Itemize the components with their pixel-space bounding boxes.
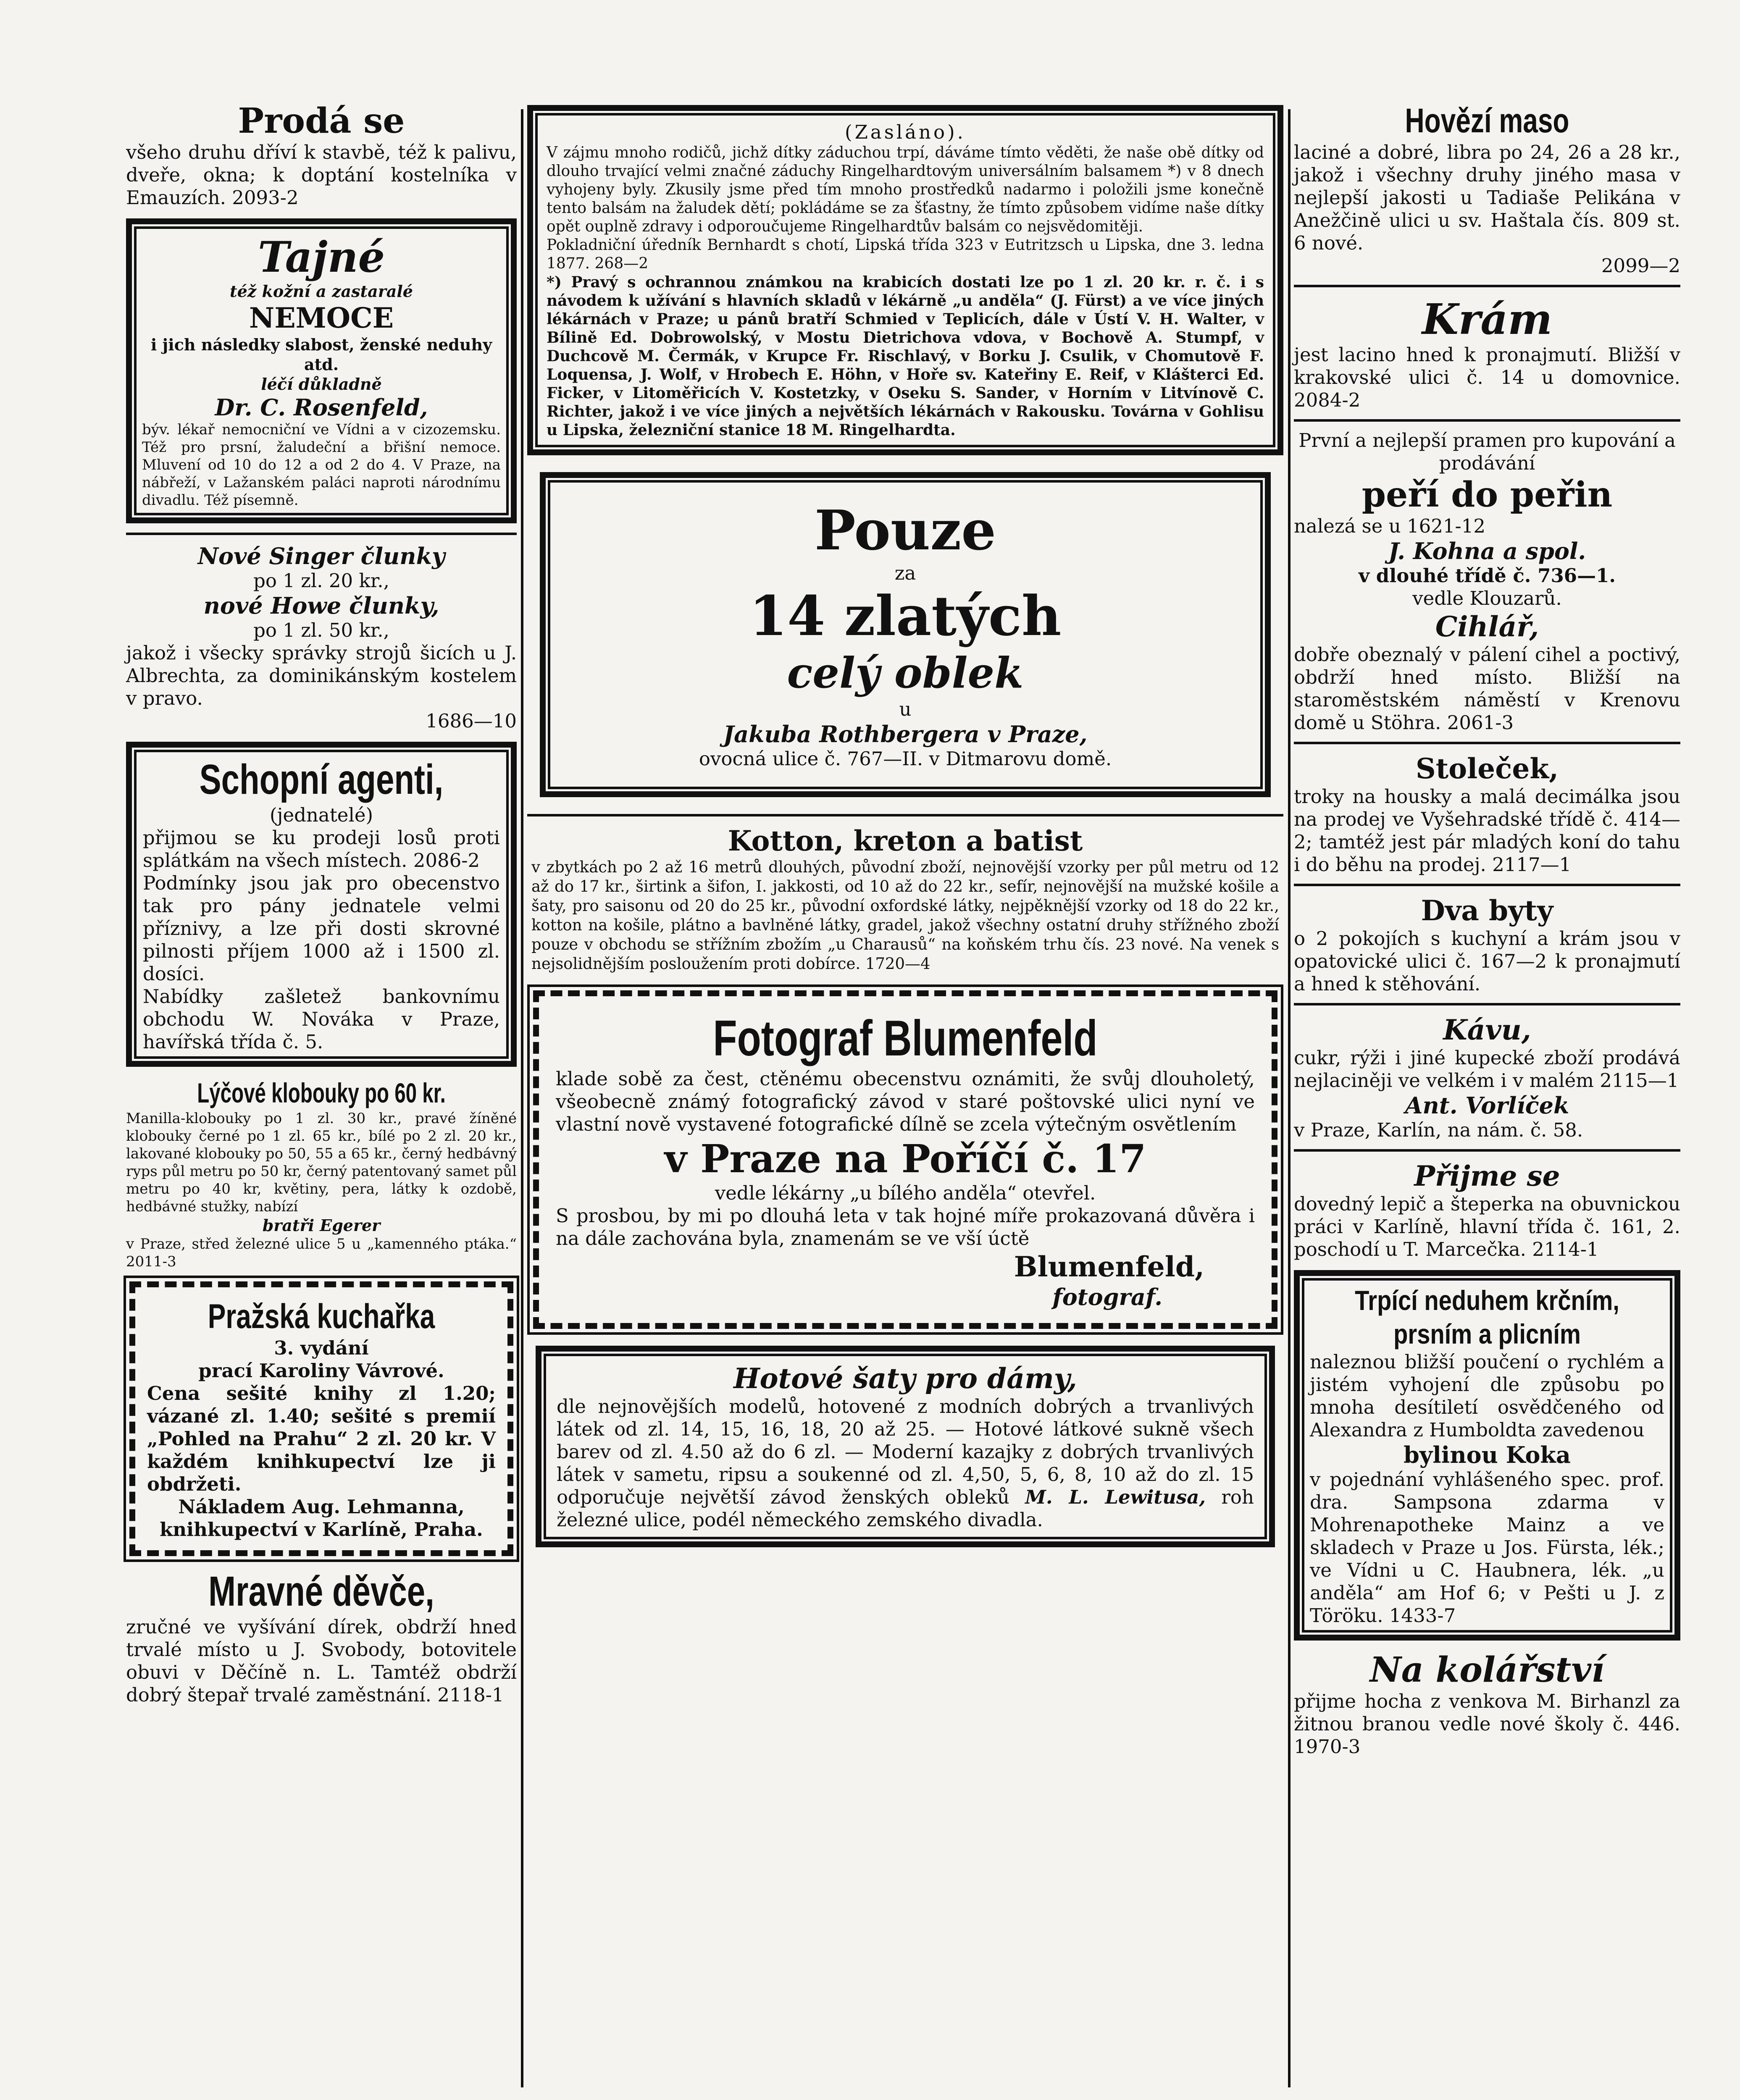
ad-line-4: po 1 zl. 50 kr., bbox=[253, 619, 389, 641]
ad-subtitle: (jednatelé) bbox=[269, 804, 373, 826]
ad-text: o 2 pokojích s kuchyní a krám jsou v opatovické ulici č. 167—2 k pronajmutí a hned k stěhování. bbox=[1294, 927, 1680, 995]
ad-address: v Praze, Karlín, na nám. č. 58. bbox=[1294, 1119, 1583, 1141]
ad-line-1: Nové Singer člunky bbox=[197, 543, 445, 570]
ad-title: Tajné bbox=[258, 232, 385, 282]
ad-item: celý oblek bbox=[787, 648, 1024, 698]
ad-text: Manilla-klobouky po 1 zl. 30 kr., pravé žíněné klobouky černé po 1 zl. 65 kr., bílé po 2 zl. 20 kr., lakované klobouky po 50, 55 a 65 kr., černý hedbávný ryps půl metru po 50 kr, černý patentovaný samet půl metru po 40 kr, květiny, pera, látky k ozdobě, hedbávné stužky, nabízí bbox=[126, 1110, 517, 1215]
ad-klobouky bbox=[126, 1076, 517, 1270]
ad-prijme-se bbox=[1294, 1159, 1680, 1261]
ad-title: Stoleček, bbox=[1415, 752, 1559, 785]
ad-hotove-saty bbox=[536, 1346, 1275, 1547]
divider bbox=[1294, 742, 1680, 744]
ad-publisher: Nákladem Aug. Lehmanna, knihkupectví v Karlíně, Praha. bbox=[160, 1496, 483, 1541]
divider bbox=[1294, 1003, 1680, 1005]
ad-title: Prodá se bbox=[238, 101, 405, 141]
ad-schopni-agenti bbox=[126, 742, 517, 1067]
divider bbox=[1294, 419, 1680, 422]
divider bbox=[1294, 285, 1680, 287]
ad-text: všeho druhu dříví k stavbě, též k palivu, dveře, okna; k doptání kostelníka v Emauzích. 2093-2 bbox=[126, 141, 517, 209]
middle-column bbox=[527, 101, 1283, 1560]
ad-na-kolarstvi bbox=[1294, 1650, 1680, 1758]
ad-zaslano bbox=[527, 105, 1283, 455]
ad-trpici-neduhem bbox=[1294, 1270, 1680, 1641]
ad-title-2: NEMOCE bbox=[249, 302, 394, 334]
ad-address: v Praze, střed železné ulice 5 u „kamenného ptáka.“ 2011-3 bbox=[126, 1236, 517, 1270]
ad-line-1: 3. vydání bbox=[274, 1337, 369, 1359]
ad-mravne-devce bbox=[126, 1567, 517, 1706]
ad-text: zručné ve vyšívání dírek, obdrží hned trvalé místo u J. Svobody, botovitele obuvi v Děčíně n. L. Tamtéž obdrží dobrý štepař trvalé zaměstnání. 2118-1 bbox=[126, 1616, 517, 1706]
ad-title: Cihlář, bbox=[1435, 610, 1539, 643]
ad-text: přijmou se ku prodeji losů proti splátkám na všech místech. 2086-2 bbox=[143, 827, 500, 872]
ad-proda-se bbox=[126, 101, 517, 209]
ad-text-2: Podmínky jsou jak pro obecenstvo tak pro pány jednatele velmi příznivy, a lze při dosti skrovné pilnosti příjem 1000 až i 1500 zl. dosíci. bbox=[143, 872, 500, 985]
ad-note: *) Pravý s ochrannou známkou na krabicích dostati lze po 1 zl. 20 kr. r. č. i s návodem k užívání s hlavních skladů v lékárně „u anděla“ (J. Fürst) a ve více jiných lékárnách v Praze; u pánů bratří Schmied v Teplicích, dále v Ústí V. H. Walter, v Bílině Ed. Dobrowolský, v Mostu Dietrichova vdova, v Bochově A. Stumpf, v Duchcově M. Čermák, v Krupce Fr. Rischlavý, v Borku J. Csulik, v Chomutově F. Loquensa, J. Wolf, v Hrobech E. Höhn, v Hoře sv. Kateřiny E. Reif, v Klášterci Ed. Ficker, v Litoměřicích V. Kostetzky, v Oseku S. Sander, v Horním v Litvínově C. Richter, jakož i ve více jiných a největších lékárnách v Rakousku. Továrna v Gohlisu u Lipska, železniční stanice 18 M. Ringelhardta. bbox=[547, 273, 1264, 439]
ad-text: jest lacino hned k pronajmutí. Bližší v krakovské ulici č. 14 u domovnice. 2084-2 bbox=[1294, 344, 1680, 411]
ad-line-2: po 1 zl. 20 kr., bbox=[253, 570, 389, 592]
ad-singer bbox=[126, 543, 517, 732]
ad-line-4: vedle Klouzarů. bbox=[1412, 587, 1562, 609]
ad-title: peří do peřin bbox=[1362, 475, 1613, 515]
ad-company-name: J. Kohna a spol. bbox=[1388, 538, 1586, 564]
ad-title: Lýčové klobouky po 60 kr. bbox=[197, 1077, 446, 1108]
divider bbox=[1294, 1149, 1680, 1152]
ad-line-2: nalezá se u 1621-12 bbox=[1294, 515, 1485, 537]
ad-text-3: S prosbou, by mi po dlouhá leta v tak hojné míře prokazovaná důvěra i na dále zachována byla, znamenám se ve vší úctě bbox=[556, 1205, 1255, 1250]
ad-text: dle nejnovějších modelů, hotovené z modních dobrých a trvanlivých látek od zl. 14, 15, 16, 18, 20 až 25. — Hotové látkové sukně všech barev od zl. 4.50 až do 6 zl. — Moderní kazajky z dobrých trvanlivých látek v sametu, ripsu a soukenné od zl. 4,50, 5, 6, 8, 10 až do zl. 15 odporučuje největší závod ženských obleků M. L. Lewitusa, roh železné ulice, podél německého zemského divadla. bbox=[557, 1395, 1254, 1531]
ad-company-name: bratři Egerer bbox=[262, 1216, 381, 1235]
ad-kavu bbox=[1294, 1013, 1680, 1142]
ad-line-u: u bbox=[899, 698, 912, 720]
ad-text: jakož i všecky správky strojů šicích u J. Albrechta, za dominikánským kostelem v pravo. bbox=[126, 642, 517, 709]
ad-peri bbox=[1294, 429, 1680, 610]
ad-title: Pouze bbox=[814, 498, 996, 562]
ad-kotton bbox=[527, 824, 1283, 974]
ad-text: dovedný lepič a šteperka na obuvnickou práci v Karlíně, hlavní třída č. 161, 2. poschodí u T. Marcečka. 2114-1 bbox=[1294, 1193, 1680, 1260]
left-column bbox=[126, 101, 517, 1706]
ad-title: Hovězí maso bbox=[1405, 102, 1569, 140]
ad-line-2: prací Karoliny Vávrové. bbox=[198, 1360, 444, 1382]
ad-pouze-oblek bbox=[540, 472, 1271, 797]
ad-cihlar bbox=[1294, 610, 1680, 734]
ad-signature-title: fotograf. bbox=[1052, 1284, 1162, 1310]
ad-prazska-kucharka bbox=[129, 1281, 513, 1556]
divider bbox=[1294, 884, 1680, 886]
ad-text: klade sobě za čest, ctěnému obecenstvu oznámiti, že svůj dlouholetý, všeobecně známý fotografický závod v staré poštovské ulici nyní ve vlastní nově vystavené fotografické dílně se zcela výtečným osvětlením bbox=[556, 1068, 1255, 1135]
ad-merchant-name: Ant. Vorlíček bbox=[1405, 1092, 1569, 1119]
ad-signature: Blumenfeld, bbox=[1014, 1250, 1204, 1283]
ad-title: Kotton, kreton a batist bbox=[728, 824, 1083, 857]
ad-title: Krám bbox=[1422, 294, 1553, 344]
column-rule-left bbox=[521, 109, 523, 2087]
ad-title: Na kolářství bbox=[1369, 1650, 1605, 1690]
ad-doctor-name: Dr. C. Rosenfeld, bbox=[215, 394, 428, 421]
ad-product: bylinou Koka bbox=[1404, 1441, 1571, 1468]
ad-title: Mravné děvče, bbox=[208, 1568, 434, 1615]
ad-title: Pražská kuchařka bbox=[208, 1297, 435, 1336]
ad-text-2: léčí důkladně bbox=[261, 375, 382, 394]
ad-fotograf-blumenfeld bbox=[533, 990, 1277, 1329]
ad-title: Přijme se bbox=[1414, 1160, 1560, 1192]
ad-line-1: První a nejlepší pramen pro kupování a prodávání bbox=[1298, 429, 1676, 474]
ad-title: Fotograf Blumenfeld bbox=[713, 1010, 1098, 1066]
ad-text-3: Nabídky zašletež bankovnímu obchodu W. Nováka v Praze, havířská třída č. 5. bbox=[143, 985, 500, 1053]
ad-address: v Praze na Poříčí č. 17 bbox=[664, 1136, 1146, 1181]
ad-text: v zbytkách po 2 až 16 metrů dlouhých, původní zboží, nejnovější vzorky per půl metru od 12 až do 17 kr., širtink a šifon, I. jakkosti, od 10 až do 22 kr., sefír, nejnovější na mužské košile a šaty, pro saisonu od 20 do 25 kr., původní oxfordské látky, nejpěknější vzorky od 18 do 22 kr., kotton na košile, plátno a bavlněné látky, gradel, jakož všechny ostatní druhy střížného zboží pouze v obchodu se střížním zbožím „u Charausů“ na koňském trhu čís. 23 nové. Na venek s nejsolidnějším posloužením proti dobírce. 1720—4 bbox=[531, 858, 1279, 973]
ad-title: (Zasláno). bbox=[845, 121, 966, 143]
ad-price: 14 zlatých bbox=[749, 584, 1062, 648]
ad-text: naleznou bližší poučení o rychlém a jistém vyhojení dle způsobu po mnoha desítiletí osvědčeného od Alexandra z Humboldta zavedenou bbox=[1310, 1351, 1664, 1441]
ad-number: 2099—2 bbox=[1601, 255, 1680, 277]
ad-text: V zájmu mnoho rodičů, jichž dítky záduchou trpí, dáváme tímto věděti, že naše obě dítky od dlouho trvající velmi značné záduchy Ringelhardtovým universálním balsamem *) v 8 dnech vyhojeny byly. Zkusily jsme před tím mnoho prostředků nadarmo i položili jsme konečně tento balsám na žaludek dětí; pokládáme se za šťastny, že tímto způsobem vidíme naše dítky opět ouplně zdravy i odporoučujeme Ringelhardtův balsám co nejsvědomitěji. bbox=[547, 144, 1264, 235]
ad-title: Kávu, bbox=[1443, 1013, 1531, 1046]
ad-text: dobře obeznalý v pálení cihel a poctivý, obdrží hned místo. Bližší na staroměstském náměstí v Krenovu domě u Stöhra. 2061-3 bbox=[1294, 643, 1680, 734]
ad-signature: Pokladniční úředník Bernhardt s chotí, Lipská třída 323 v Eutritzsch u Lipska, dne 3. ledna 1877. 268—2 bbox=[547, 236, 1264, 272]
ad-text-3: býv. lékař nemocniční ve Vídni a v cizozemsku. Též pro prsní, žaludeční a břišní nemoce. Mluvení od 10 do 12 a od 2 do 4. V Praze, na nábřeží, v Lažanském paláci naproti národnímu divadlu. Též písemně. bbox=[142, 421, 501, 509]
ad-kram bbox=[1294, 295, 1680, 412]
ad-number: 1686—10 bbox=[426, 710, 517, 732]
ad-title: Dva byty bbox=[1421, 894, 1553, 927]
ad-text: laciné a dobré, libra po 24, 26 a 28 kr., jakož i všechny druhy jiného masa v nejlepší jakosti u Tadiaše Pelikána v Anežčině ulici u sv. Haštala čís. 809 st. 6 nové. bbox=[1294, 141, 1680, 254]
ad-title: Schopní agenti, bbox=[199, 756, 444, 803]
ad-subtitle: též kožní a zastaralé bbox=[230, 282, 413, 301]
column-rule-right bbox=[1288, 109, 1291, 2087]
ad-address: ovocná ulice č. 767—II. v Ditmarovu domě. bbox=[699, 748, 1112, 770]
ad-text: i jich následky slabost, ženské neduhy atd. bbox=[150, 335, 492, 374]
right-column bbox=[1294, 101, 1680, 1758]
ad-line-za: za bbox=[894, 562, 916, 584]
ad-tajne-nemoce bbox=[126, 218, 517, 523]
ad-text: přijme hocha z venkova M. Birhanzl za žitnou branou vedle nové školy č. 446. 1970-3 bbox=[1294, 1690, 1680, 1758]
ad-text: cukr, rýži i jiné kupecké zboží prodává nejlaciněji ve velkém i v malém 2115—1 bbox=[1294, 1047, 1680, 1092]
ad-title: Trpící neduhem krčním, prsním a plicním bbox=[1355, 1285, 1619, 1349]
ad-hovezi-maso bbox=[1294, 101, 1680, 277]
ad-address: v dlouhé třídě č. 736—1. bbox=[1358, 564, 1616, 587]
ad-title: Hotové šaty pro dámy, bbox=[733, 1362, 1077, 1395]
ad-text: Cena sešité knihy zl 1.20; vázané zl. 1.40; sešité s premií „Pohled na Prahu“ 2 zl. 20 kr. V každém knihkupectví lze ji obdržeti. bbox=[147, 1382, 496, 1495]
ad-dva-byty bbox=[1294, 894, 1680, 995]
divider bbox=[527, 814, 1283, 816]
ad-text: troky na housky a malá decimálka jsou na prodej ve Vyšehradské třídě č. 414—2; tamtéž jest pár mladých koní do tahu i do běhu na prodej. 2117—1 bbox=[1294, 785, 1680, 876]
ad-stolecek bbox=[1294, 752, 1680, 876]
ad-text-2: vedle lékárny „u bílého anděla“ otevřel. bbox=[715, 1182, 1096, 1204]
ad-line-3: nové Howe člunky, bbox=[203, 592, 439, 619]
ad-text-2: v pojednání vyhlášeného spec. prof. dra. Sampsona zdarma v Mohrenapotheke Mainz a ve skladech v Praze u Jos. Fürsta, lék.; ve Vídni u C. Haubnera, lék. „u anděla“ am Hof 6; v Pešti u J. z Töröku. 1433-7 bbox=[1310, 1468, 1664, 1627]
divider bbox=[126, 533, 517, 535]
ad-merchant-name: Jakuba Rothbergera v Praze, bbox=[723, 721, 1088, 748]
